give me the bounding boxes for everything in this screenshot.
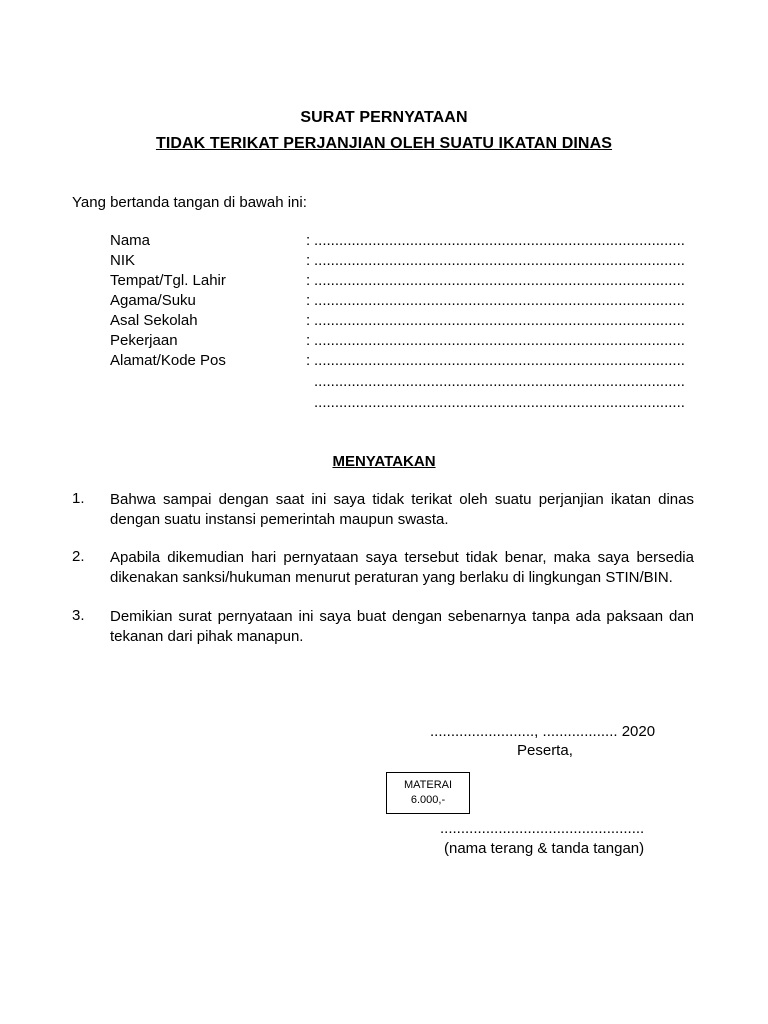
field-label: Tempat/Tgl. Lahir — [110, 272, 226, 289]
field-label: Asal Sekolah — [110, 312, 198, 329]
place-date-line: ........................., .................. 2020 — [430, 723, 656, 740]
field-blank: ......................................................................................... — [314, 394, 685, 411]
stamp-label: MATERAI — [403, 779, 453, 791]
field-colon: : — [306, 272, 311, 289]
field-blank: ......................................................................................... — [314, 312, 685, 329]
field-colon: : — [306, 252, 311, 269]
field-label: Pekerjaan — [110, 332, 178, 349]
document-title: SURAT PERNYATAAN — [300, 109, 468, 126]
signature-line: ................................................. — [440, 820, 645, 837]
signature-caption: (nama terang & tanda tangan) — [444, 840, 645, 857]
field-label: Nama — [110, 232, 151, 249]
item-text: Demikian surat pernyataan ini saya buat dengan sebenarnya tanpa ada paksaan dan tekanan dari pihak manapun. — [110, 608, 694, 645]
participant-label: Peserta, — [517, 742, 573, 759]
field-colon: : — [306, 292, 311, 309]
field-colon: : — [306, 352, 311, 369]
item-text: Bahwa sampai dengan saat ini saya tidak terikat oleh suatu perjanjian ikatan dinas dengan suatu instansi pemerintah maupun swasta. — [110, 491, 694, 528]
item-text: Apabila dikemudian hari pernyataan saya tersebut tidak benar, maka saya bersedia dikenakan sanksi/hukuman menurut peraturan yang berlaku di lingkungan STIN/BIN. — [110, 549, 694, 586]
field-label: NIK — [110, 252, 136, 269]
field-colon: : — [306, 332, 311, 349]
item-number: 1. — [72, 490, 85, 507]
field-blank: ......................................................................................... — [314, 252, 685, 269]
field-label: Agama/Suku — [110, 292, 196, 309]
field-colon: : — [306, 312, 311, 329]
field-label: Alamat/Kode Pos — [110, 352, 226, 369]
field-blank: ......................................................................................... — [314, 232, 685, 249]
field-blank: ......................................................................................... — [314, 332, 685, 349]
stamp-duty-box — [386, 772, 470, 814]
field-blank: ......................................................................................... — [314, 292, 685, 309]
field-blank: ......................................................................................... — [314, 272, 685, 289]
field-blank: ......................................................................................... — [314, 373, 685, 390]
field-colon: : — [306, 232, 311, 249]
document-subtitle: TIDAK TERIKAT PERJANJIAN OLEH SUATU IKATAN DINAS — [155, 135, 613, 152]
intro-text: Yang bertanda tangan di bawah ini: — [72, 194, 307, 211]
item-number: 3. — [72, 607, 85, 624]
item-number: 2. — [72, 548, 85, 565]
stamp-value: 6.000,- — [410, 794, 446, 806]
section-heading: MENYATAKAN — [332, 453, 436, 470]
field-blank: ......................................................................................... — [314, 352, 685, 369]
